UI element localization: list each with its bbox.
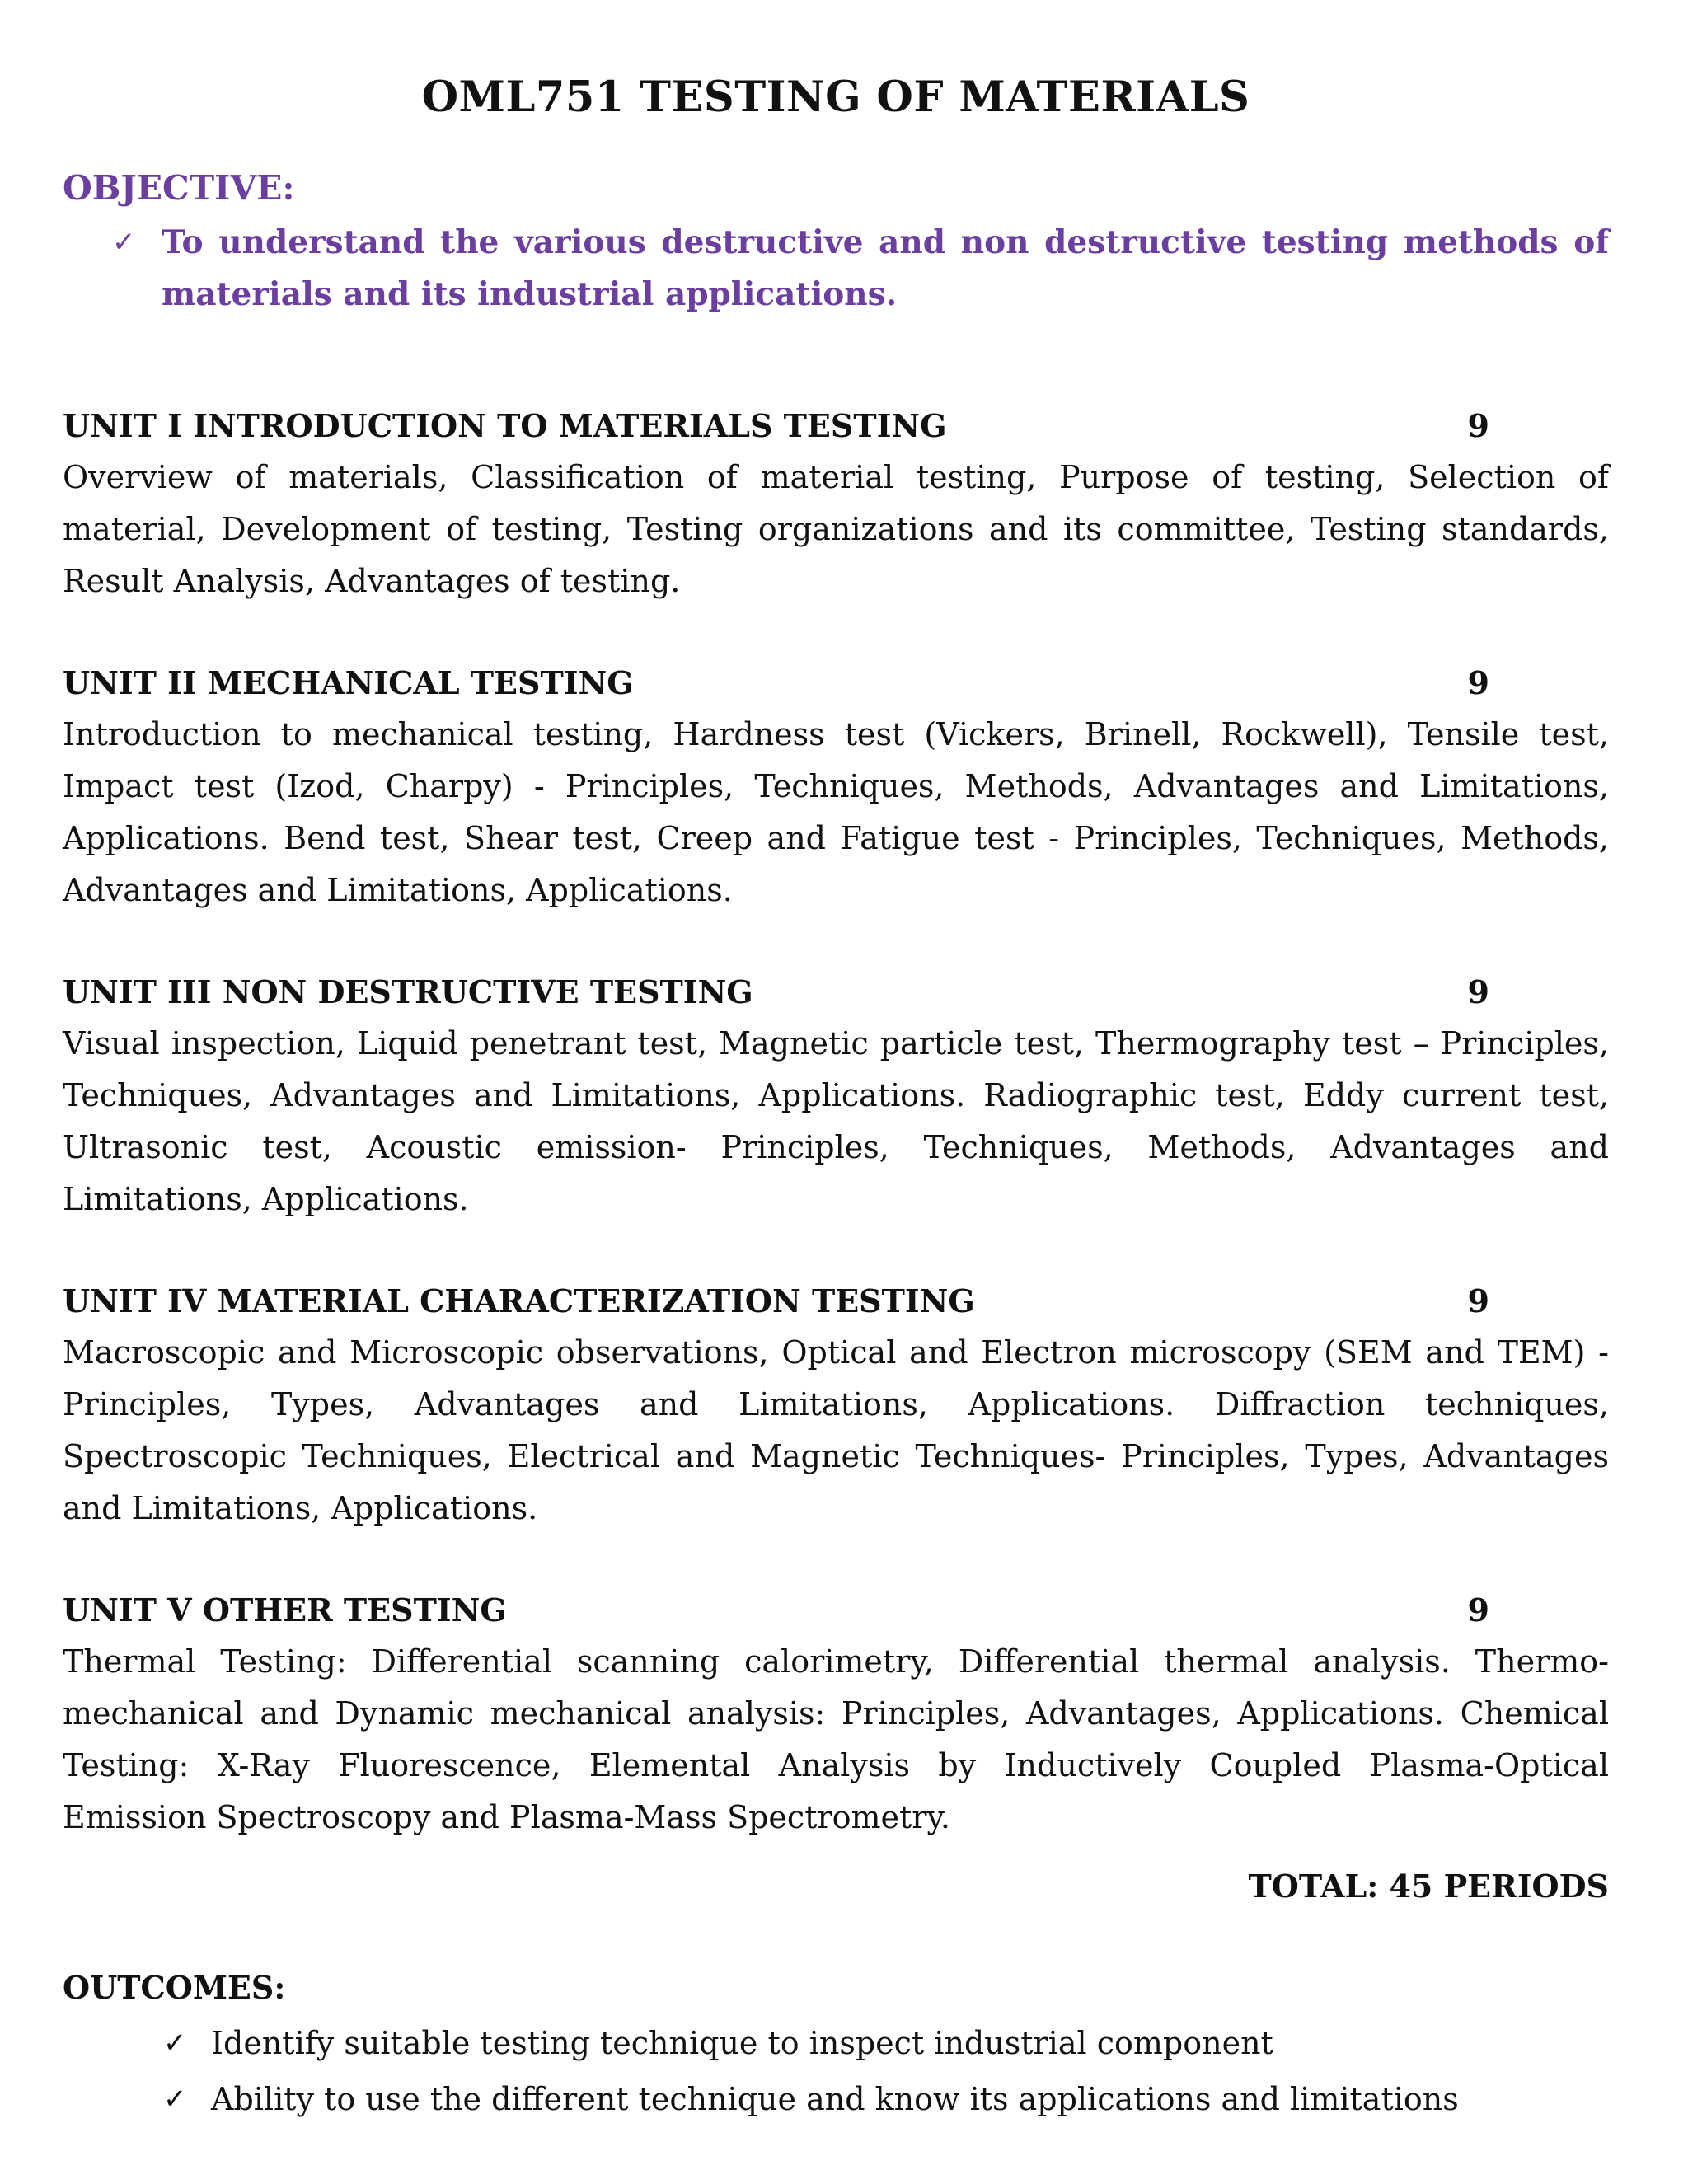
unit-title: UNIT IV MATERIAL CHARACTERIZATION TESTING <box>63 1282 975 1320</box>
unit-body: Thermal Testing: Differential scanning calorimetry, Differential thermal analysis. Thermo-mechanical and Dynamic mechanical analysis: Principles, Advantages, Applications. Chemical Testing: X-Ray Fluorescence, Elemental Analysis by Inductively Coupled Plasma-Optical Emission Spectroscopy and Plasma-Mass Spectrometry. <box>63 1643 1609 1836</box>
unit-1 <box>63 400 1609 607</box>
unit-header <box>63 966 1609 1018</box>
unit-body: Introduction to mechanical testing, Hardness test (Vickers, Brinell, Rockwell), Tensile test, Impact test (Izod, Charpy) - Principles, Techniques, Methods, Advantages and Limitations, Applications. Bend test, Shear test, Creep and Fatigue test - Principles, Techniques, Methods, Advantages and Limitations, Applications. <box>63 716 1609 909</box>
unit-hours: 9 <box>1467 1591 1489 1629</box>
outcome-text: Identify suitable testing technique to inspect industrial component <box>211 2025 1273 2062</box>
objective-list <box>63 217 1609 321</box>
unit-body: Visual inspection, Liquid penetrant test, Magnetic particle test, Thermography test – Principles, Techniques, Advantages and Limitations, Applications. Radiographic test, Eddy current test, Ultrasonic test, Acoustic emission- Principles, Techniques, Methods, Advantages and Limitations, Applications. <box>63 1025 1609 1218</box>
checkmark-icon: ✓ <box>112 226 136 260</box>
unit-title: UNIT V OTHER TESTING <box>63 1591 507 1629</box>
unit-hours: 9 <box>1467 973 1489 1011</box>
unit-hours: 9 <box>1467 407 1489 445</box>
outcome-item <box>163 2015 1609 2071</box>
checkmark-icon: ✓ <box>163 2027 187 2060</box>
outcome-list <box>63 2015 1609 2127</box>
unit-title: UNIT II MECHANICAL TESTING <box>63 664 634 702</box>
unit-hours: 9 <box>1467 1282 1489 1320</box>
objective-section <box>63 168 1609 321</box>
unit-body: Overview of materials, Classification of material testing, Purpose of testing, Selection of material, Development of testing, Testing organizations and its committee, Testing standards, Result Analysis, Advantages of testing. <box>63 459 1609 600</box>
unit-hours: 9 <box>1467 664 1489 702</box>
unit-3 <box>63 966 1609 1226</box>
unit-4 <box>63 1275 1609 1535</box>
unit-5 <box>63 1584 1609 1844</box>
unit-header <box>63 657 1609 709</box>
outcomes-section <box>63 1961 1609 2127</box>
unit-header <box>63 400 1609 452</box>
page-title: OML751 TESTING OF MATERIALS <box>421 73 1250 122</box>
unit-title: UNIT I INTRODUCTION TO MATERIALS TESTING <box>63 407 947 445</box>
objective-heading: OBJECTIVE: <box>63 168 295 209</box>
unit-header <box>63 1275 1609 1327</box>
objective-item <box>112 217 1609 321</box>
outcome-item <box>163 2071 1609 2127</box>
unit-title: UNIT III NON DESTRUCTIVE TESTING <box>63 973 753 1011</box>
unit-2 <box>63 657 1609 916</box>
checkmark-icon: ✓ <box>163 2083 187 2116</box>
unit-body: Macroscopic and Microscopic observations, Optical and Electron microscopy (SEM and TEM) -Principles, Types, Advantages and Limitations, Applications. Diffraction techniques, Spectroscopic Techniques, Electrical and Magnetic Techniques- Principles, Types, Advantages and Limitations, Applications. <box>63 1334 1609 1527</box>
outcomes-heading: OUTCOMES: <box>63 1969 286 2007</box>
outcome-text: Ability to use the different technique and know its applications and limitations <box>211 2081 1459 2118</box>
total-periods: TOTAL: 45 PERIODS <box>1248 1868 1609 1905</box>
objective-text: To understand the various destructive and non destructive testing methods of materials and its industrial applications. <box>162 223 1609 314</box>
unit-header <box>63 1584 1609 1636</box>
